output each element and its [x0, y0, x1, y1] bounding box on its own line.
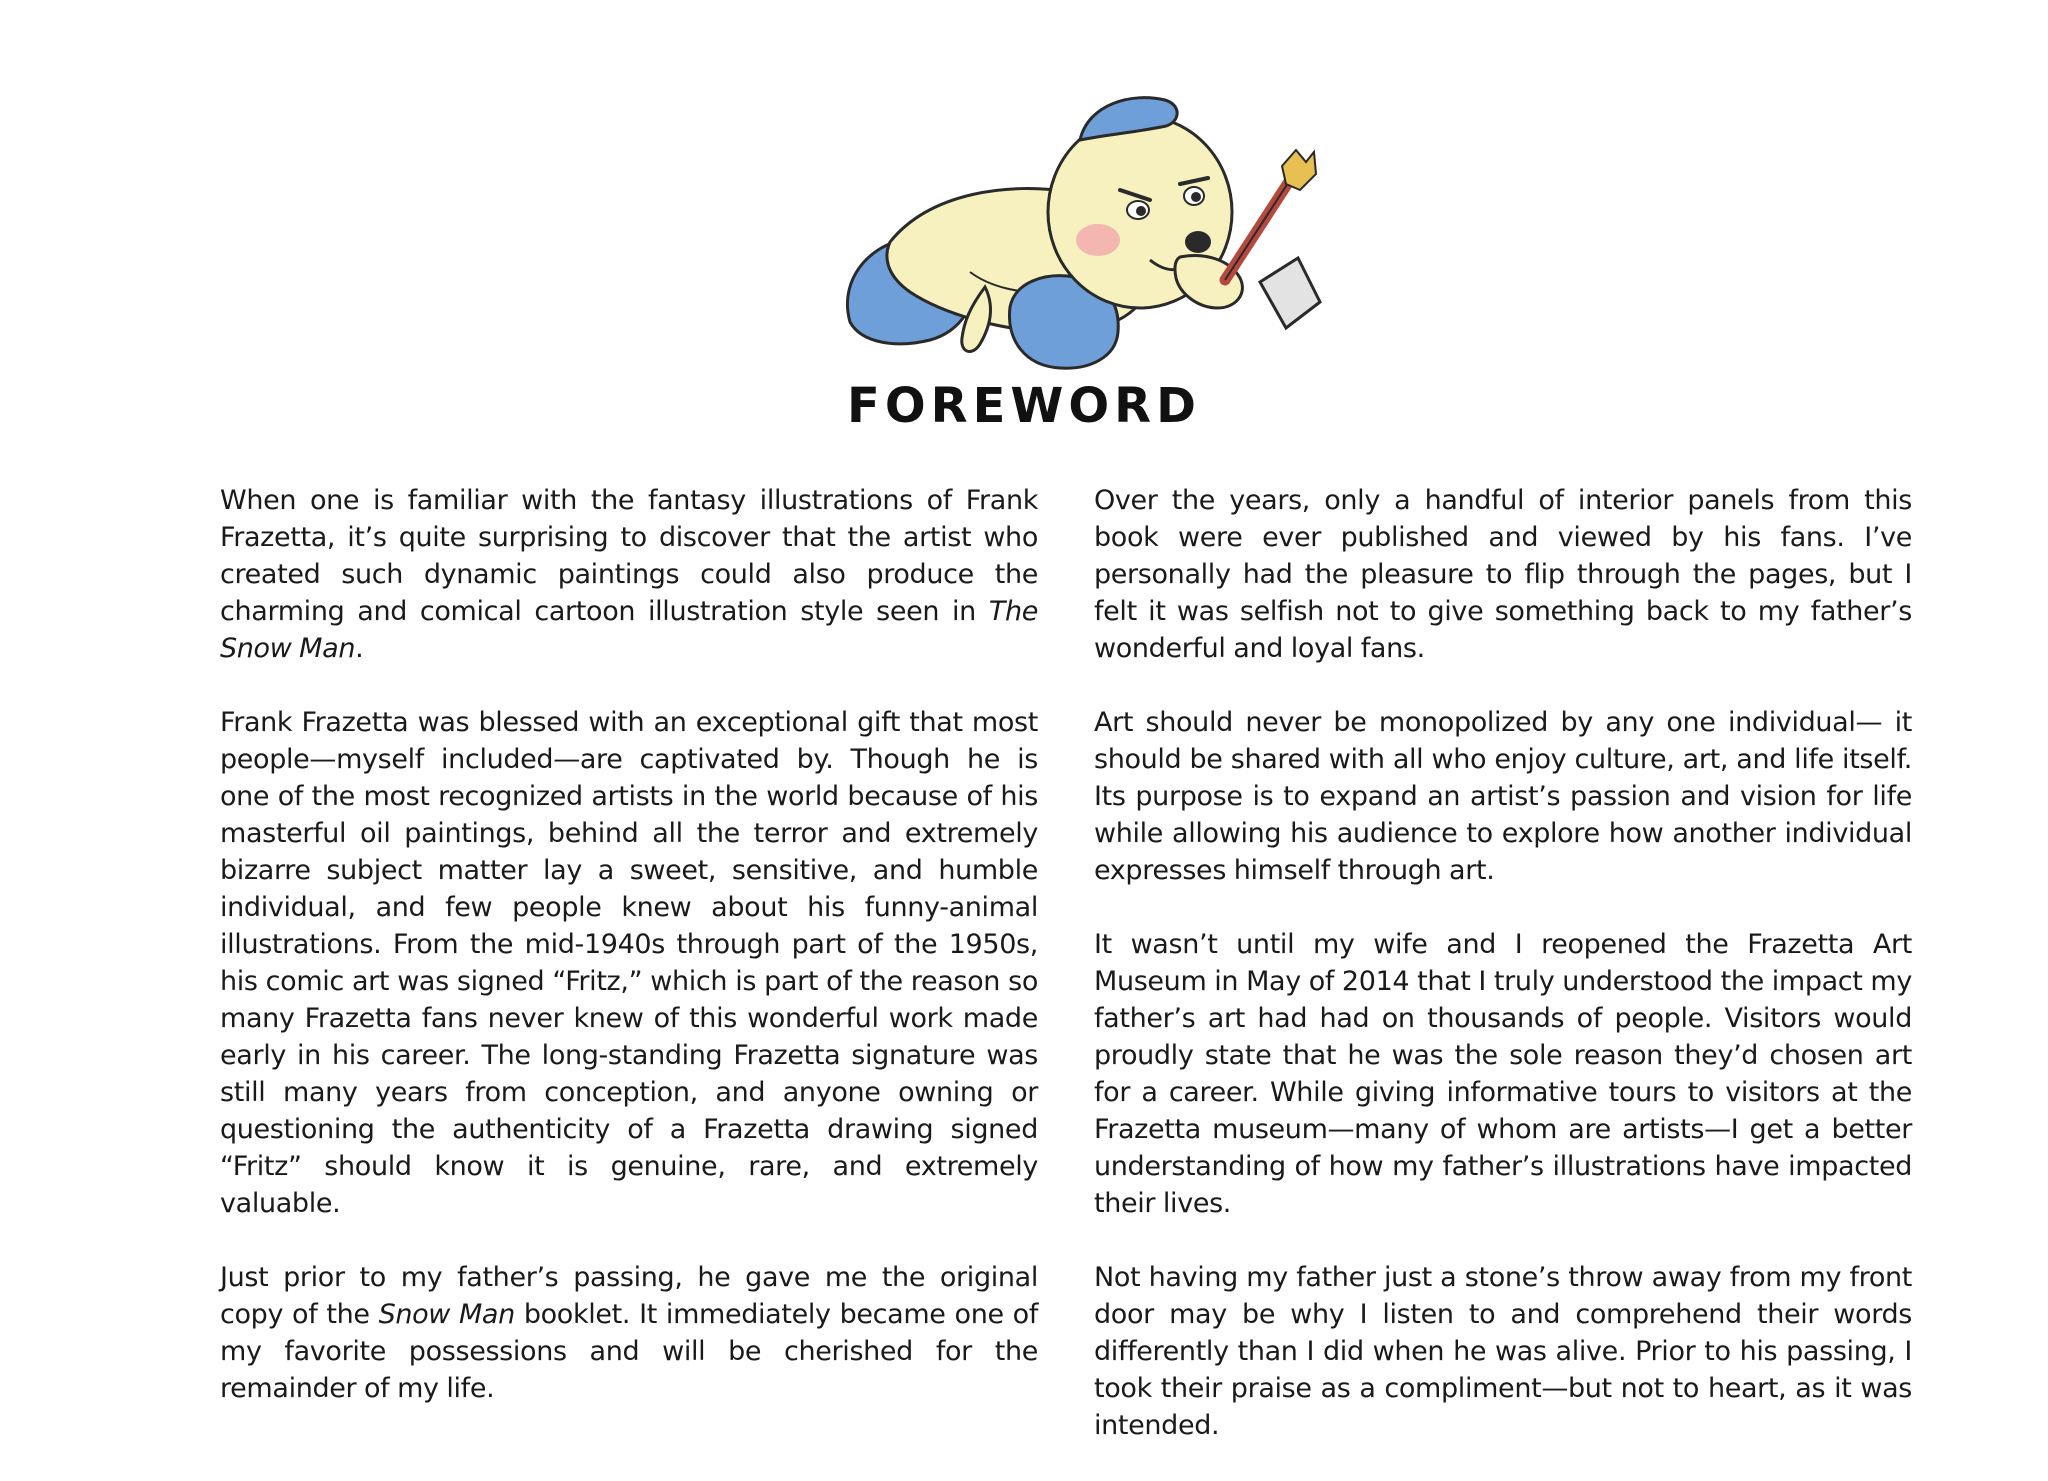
- left-p3-title: Snow Man: [378, 1299, 515, 1330]
- left-p1-text: When one is familiar with the fantasy illustrations of Frank Frazetta, it’s quite surprising to discover that the artist who created such dynamic paintings could also produce the charming and comical cartoon illustration style seen in: [220, 485, 1038, 627]
- left-paragraph-2: Frank Frazetta was blessed with an exceptional gift that most people—myself included—are captivated by. Though he is one of the most recognized artists in the world because of his masterful oil paintings, behind all the terror and extremely bizarre subject matter lay a sweet, sensitive, and humble individual, and few people knew about his funny-animal illustrations. From the mid-1940s through part of the 1950s, his comic art was signed “Fritz,” which is part of the reason so many Frazetta fans never knew of this wonderful work made early in his career. The long-standing Frazetta signature was still many years from conception, and anyone owning or questioning the authenticity of a Frazetta drawing signed “Fritz” should know it is genuine, rare, and extremely valuable.: [220, 707, 1038, 1219]
- snowman-cartoon-icon: [820, 82, 1380, 382]
- right-paragraph-2: Art should never be monopolized by any one individual— it should be shared with all who enjoy culture, art, and life itself. Its purpose is to expand an artist’s passion and vision for life while allowing his audience to explore how another individual expresses himself through art.: [1094, 707, 1912, 886]
- left-p1-end: .: [355, 633, 364, 664]
- right-column: [1094, 482, 1912, 1481]
- left-paragraph-1: [220, 482, 1038, 667]
- snowman-illustration: [820, 82, 1380, 382]
- left-paragraph-3: [220, 1259, 1038, 1407]
- right-paragraph-4: Not having my father just a stone’s throw away from my front door may be why I listen to and comprehend their words differently than I did when he was alive. Prior to his passing, I took their praise as a compliment—but not to heart, as it was intended.: [1094, 1262, 1912, 1441]
- page-title: FOREWORD: [847, 378, 1201, 434]
- left-p3-text: Just prior to my father’s passing, he gave me the original copy of the: [220, 1262, 1038, 1330]
- left-p1-title: The Snow Man: [220, 596, 1038, 664]
- right-paragraph-1: Over the years, only a handful of interior panels from this book were ever published and viewed by his fans. I’ve personally had the pleasure to flip through the pages, but I felt it was selfish not to give something back to my father’s wonderful and loyal fans.: [1094, 485, 1912, 664]
- right-paragraph-3: It wasn’t until my wife and I reopened the Frazetta Art Museum in May of 2014 that I truly understood the impact my father’s art had had on thousands of people. Visitors would proudly state that he was the sole reason they’d chosen art for a career. While giving informative tours to visitors at the Frazetta museum—many of whom are artists—I get a better understanding of how my father’s illustrations have impacted their lives.: [1094, 929, 1912, 1219]
- left-p3-end: booklet. It immediately became one of my favorite possessions and will be cherished for the remainder of my life.: [220, 1299, 1038, 1404]
- left-column: [220, 482, 1038, 1444]
